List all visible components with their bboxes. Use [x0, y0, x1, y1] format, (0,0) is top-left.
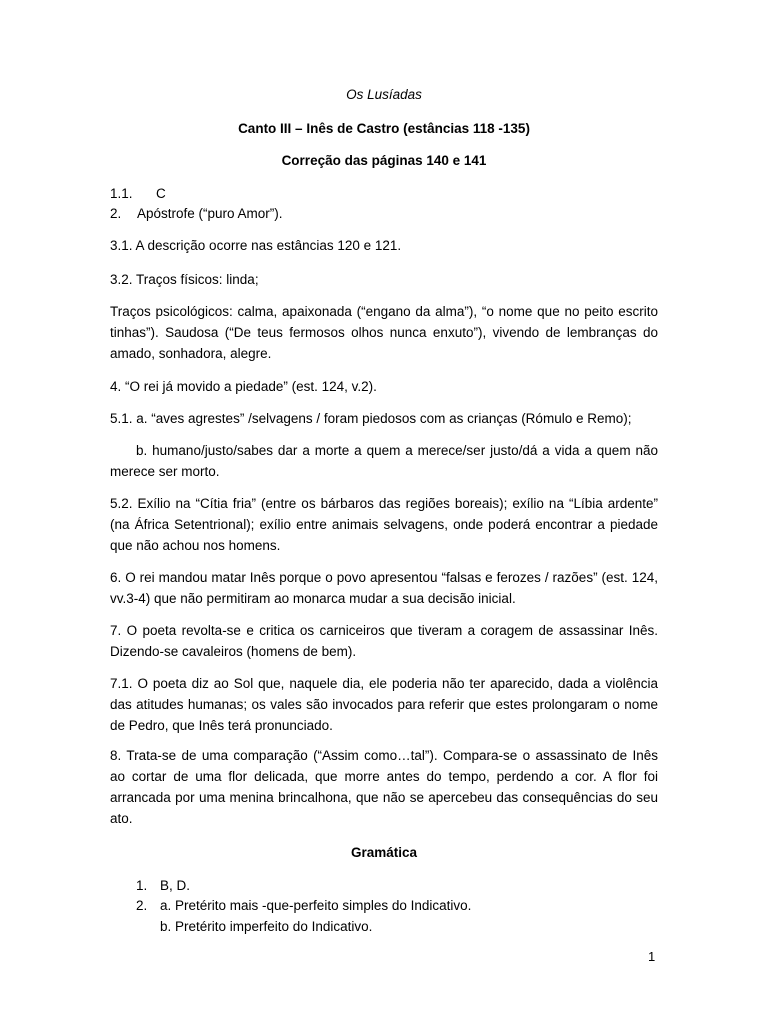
grammar-item-number: 2.: [136, 898, 148, 913]
answer-number: 2.: [110, 206, 122, 221]
answer-3-1: 3.1. A descrição ocorre nas estâncias 120 e 121.: [110, 238, 402, 253]
grammar-heading: Gramática: [350, 845, 418, 860]
answer-number: 1.1.: [110, 186, 133, 201]
grammar-item-2: [136, 895, 471, 916]
answer-7-1: 7.1. O poeta diz ao Sol que, naquele dia, ele poderia não ter aparecido, dada a violência das atitudes humanas; os vales são invocados para referir que estes prolongaram o nome de Pedro, que Inês terá pronunciado.: [110, 676, 658, 733]
answer-text: Apóstrofe (“puro Amor”).: [137, 206, 283, 221]
answer-6: 6. O rei mandou matar Inês porque o povo apresentou “falsas e ferozes / razões” (est. 124, vv.3-4) que não permitiram ao monarca mudar a sua decisão inicial.: [110, 570, 658, 606]
document-title: Os Lusíadas: [346, 87, 422, 102]
grammar-item-text: B, D.: [160, 878, 191, 893]
grammar-subitem-b: b. Pretérito imperfeito do Indicativo.: [160, 919, 373, 934]
answer-7: 7. O poeta revolta-se e critica os carniceiros que tiveram a coragem de assassinar Inês. Dizendo-se cavaleiros (homens de bem).: [110, 623, 658, 659]
grammar-item-text: a. Pretérito mais -que-perfeito simples do Indicativo.: [160, 898, 472, 913]
page-number: 1: [648, 949, 656, 964]
answer-4: 4. “O rei já movido a piedade” (est. 124, v.2).: [110, 379, 377, 394]
grammar-item-number: 1.: [136, 878, 148, 893]
answer-8: 8. Trata-se de uma comparação (“Assim como…tal”). Compara-se o assassinato de Inês ao cortar de uma flor delicada, que morre antes do tempo, perdendo a cor. A flor foi arrancada por uma menina brincalhona, que não se apercebeu das consequências do seu ato.: [110, 748, 658, 826]
answer-5-1-a: 5.1. a. “aves agrestes” /selvagens / foram piedosos com as crianças (Rómulo e Remo);: [110, 411, 632, 426]
answer-3-2-psychological: Traços psicológicos: calma, apaixonada (“engano da alma”), “o nome que no peito escrito tinhas”). Saudosa (“De teus fermosos olhos nunca enxuto”), vivendo de lembranças do amado, sonhadora, alegre.: [110, 304, 658, 361]
correction-heading: Correção das páginas 140 e 141: [281, 153, 487, 168]
answer-5-2: 5.2. Exílio na “Cítia fria” (entre os bárbaros das regiões boreais); exílio na “Líbia ardente” (na África Setentrional); exílio entre animais selvagens, onde poderá encontrar a piedade que não achou nos homens.: [110, 496, 658, 553]
grammar-item-1: [136, 875, 190, 896]
answer-text: C: [156, 186, 166, 201]
answer-2: [110, 203, 658, 224]
answer-1-1: [110, 183, 658, 204]
document-subtitle: Canto III – Inês de Castro (estâncias 118 -135): [238, 121, 530, 136]
answer-3-2: 3.2. Traços físicos: linda;: [110, 272, 259, 287]
answer-5-1-b: b. humano/justo/sabes dar a morte a quem a merece/ser justo/dá a vida a quem não merece ser morto.: [110, 443, 658, 479]
